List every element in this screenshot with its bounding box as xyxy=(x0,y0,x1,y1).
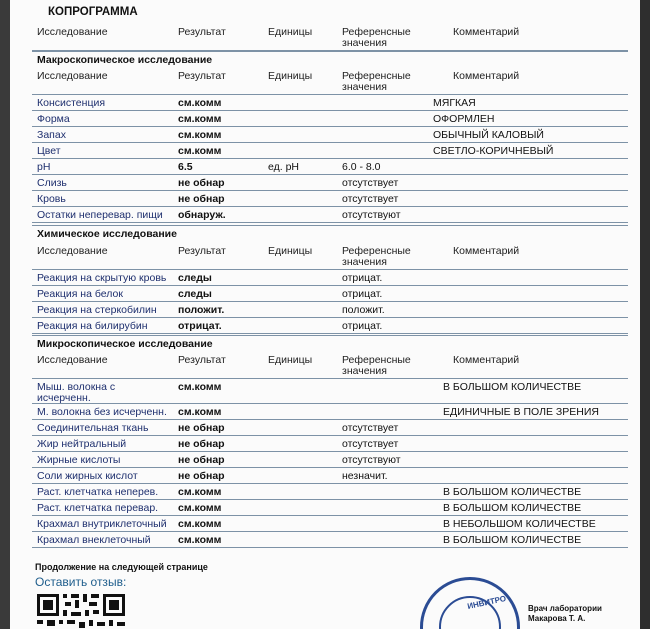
row-divider xyxy=(32,158,628,159)
row-name: Слизь xyxy=(37,177,67,189)
row-divider xyxy=(32,483,628,484)
section-header-comment: Комментарий xyxy=(453,245,520,257)
row-divider xyxy=(32,467,628,468)
section-divider xyxy=(32,51,628,52)
row-divider xyxy=(32,285,628,286)
section-header-comment: Комментарий xyxy=(453,354,520,366)
row-result: не обнар xyxy=(178,193,225,205)
row-result: следы xyxy=(178,272,212,284)
row-divider xyxy=(32,435,628,436)
row-result: 6.5 xyxy=(178,161,193,173)
row-ref: отсутствует xyxy=(342,438,399,450)
row-result: не обнар xyxy=(178,438,225,450)
row-ref: отсутствует xyxy=(342,193,399,205)
doctor-signature-block xyxy=(528,604,602,624)
row-name: Жирные кислоты xyxy=(37,454,121,466)
row-comment: В БОЛЬШОМ КОЛИЧЕСТВЕ xyxy=(443,502,582,514)
row-ref: отсутствуют xyxy=(342,209,401,221)
row-divider xyxy=(32,547,628,548)
section-header-ref: Референсные xyxy=(342,70,411,82)
section-header-units: Единицы xyxy=(268,245,313,257)
row-name: Крахмал внутриклеточный xyxy=(37,518,167,530)
section-header-result: Результат xyxy=(178,354,226,366)
row-divider xyxy=(32,190,628,191)
section-header-comment: Комментарий xyxy=(453,70,520,82)
row-result: положит. xyxy=(178,304,225,316)
section-header-result: Результат xyxy=(178,70,226,82)
lab-stamp-text: ИНВИТРО xyxy=(466,594,507,611)
row-comment: В БОЛЬШОМ КОЛИЧЕСТВЕ xyxy=(443,486,582,498)
row-name: Форма xyxy=(37,113,70,125)
row-name-cont: исчерченн. xyxy=(37,392,91,404)
row-name: Мыш. волокна с xyxy=(37,381,116,393)
row-comment: ОБЫЧНЫЙ КАЛОВЫЙ xyxy=(433,129,544,141)
row-divider xyxy=(32,419,628,420)
row-result: см.комм xyxy=(178,145,222,157)
section-divider xyxy=(32,335,628,336)
row-divider xyxy=(32,206,628,207)
row-result: не обнар xyxy=(178,422,225,434)
row-name: Реакция на стеркобилин xyxy=(37,304,157,316)
section-header-study: Исследование xyxy=(37,70,108,82)
report-title: КОПРОГРАММА xyxy=(48,6,138,18)
row-result: см.комм xyxy=(178,518,222,530)
main-header-comment: Комментарий xyxy=(453,26,520,38)
doctor-title: Врач лаборатории xyxy=(528,604,602,613)
main-header-ref: Референсные xyxy=(342,26,411,38)
row-ref: отсутствуют xyxy=(342,454,401,466)
section-header-result: Результат xyxy=(178,245,226,257)
row-divider xyxy=(32,110,628,111)
qr-code[interactable] xyxy=(35,592,127,629)
section-header-ref-2: значения xyxy=(342,256,387,268)
row-name: Жир нейтральный xyxy=(37,438,127,450)
main-header-units: Единицы xyxy=(268,26,313,38)
section-header-study: Исследование xyxy=(37,354,108,366)
row-comment: СВЕТЛО-КОРИЧНЕВЫЙ xyxy=(433,145,554,157)
row-name: Запах xyxy=(37,129,66,141)
row-ref: отрицат. xyxy=(342,320,383,332)
row-result: см.комм xyxy=(178,534,222,546)
row-divider xyxy=(32,451,628,452)
section-header-ref: Референсные xyxy=(342,354,411,366)
section-title: Микроскопическое исследование xyxy=(37,338,213,350)
row-divider xyxy=(32,531,628,532)
row-name: Остатки неперевар. пищи xyxy=(37,209,163,221)
row-result: см.комм xyxy=(178,406,222,418)
section-header-divider xyxy=(32,94,628,95)
main-header-result: Результат xyxy=(178,26,226,38)
row-name: Консистенция xyxy=(37,97,106,109)
row-result: см.комм xyxy=(178,129,222,141)
row-comment: В БОЛЬШОМ КОЛИЧЕСТВЕ xyxy=(443,534,582,546)
doctor-name: Макарова Т. А. xyxy=(528,614,586,623)
row-divider xyxy=(32,317,628,318)
row-result: не обнар xyxy=(178,454,225,466)
row-result: обнаруж. xyxy=(178,209,226,221)
row-ref: отрицат. xyxy=(342,272,383,284)
row-result: отрицат. xyxy=(178,320,222,332)
row-units: ед. pH xyxy=(268,161,299,173)
row-result: см.комм xyxy=(178,502,222,514)
section-title: Химическое исследование xyxy=(37,228,177,240)
row-divider xyxy=(32,403,628,404)
row-divider xyxy=(32,174,628,175)
row-comment: ОФОРМЛЕН xyxy=(433,113,495,125)
row-ref: отсутствует xyxy=(342,177,399,189)
row-ref: незначит. xyxy=(342,470,388,482)
row-divider xyxy=(32,301,628,302)
section-header-divider xyxy=(32,378,628,379)
row-result: не обнар xyxy=(178,470,225,482)
row-comment: МЯГКАЯ xyxy=(433,97,476,109)
section-divider xyxy=(32,225,628,226)
row-ref: положит. xyxy=(342,304,385,316)
row-name: Соли жирных кислот xyxy=(37,470,138,482)
section-header-study: Исследование xyxy=(37,245,108,257)
row-ref: отрицат. xyxy=(342,288,383,300)
row-divider xyxy=(32,515,628,516)
row-result: следы xyxy=(178,288,212,300)
section-header-units: Единицы xyxy=(268,70,313,82)
row-divider xyxy=(32,142,628,143)
page-edge xyxy=(640,0,650,629)
section-header-ref-2: значения xyxy=(342,365,387,377)
row-name: Соединительная ткань xyxy=(37,422,149,434)
row-result: см.комм xyxy=(178,381,222,393)
row-name: Кровь xyxy=(37,193,66,205)
lab-stamp xyxy=(420,577,520,629)
row-name: Реакция на билирубин xyxy=(37,320,148,332)
row-comment: В БОЛЬШОМ КОЛИЧЕСТВЕ xyxy=(443,381,582,393)
main-header-study: Исследование xyxy=(37,26,108,38)
row-ref: 6.0 - 8.0 xyxy=(342,161,381,173)
section-header-ref: Референсные xyxy=(342,245,411,257)
row-name: Цвет xyxy=(37,145,61,157)
row-name: pH xyxy=(37,161,51,173)
row-name: М. волокна без исчерченн. xyxy=(37,406,167,418)
row-divider xyxy=(32,333,628,334)
row-name: Реакция на белок xyxy=(37,288,123,300)
row-name: Крахмал внеклеточный xyxy=(37,534,151,546)
section-header-ref-2: значения xyxy=(342,81,387,93)
row-divider xyxy=(32,126,628,127)
row-name: Реакция на скрытую кровь xyxy=(37,272,167,284)
row-ref: отсутствует xyxy=(342,422,399,434)
row-divider xyxy=(32,499,628,500)
row-result: см.комм xyxy=(178,486,222,498)
section-header-divider xyxy=(32,269,628,270)
row-result: не обнар xyxy=(178,177,225,189)
row-result: см.комм xyxy=(178,97,222,109)
continued-note: Продолжение на следующей странице xyxy=(35,562,208,572)
section-title: Макроскопическое исследование xyxy=(37,54,213,66)
row-divider xyxy=(32,222,628,223)
report-page xyxy=(10,0,640,629)
row-name: Раст. клетчатка перевар. xyxy=(37,502,159,514)
row-result: см.комм xyxy=(178,113,222,125)
section-header-units: Единицы xyxy=(268,354,313,366)
main-header-ref-2: значения xyxy=(342,37,387,49)
review-link[interactable]: Оставить отзыв: xyxy=(35,575,127,589)
row-comment: В НЕБОЛЬШОМ КОЛИЧЕСТВЕ xyxy=(443,518,596,530)
row-name: Раст. клетчатка неперев. xyxy=(37,486,159,498)
row-comment: ЕДИНИЧНЫЕ В ПОЛЕ ЗРЕНИЯ xyxy=(443,406,599,418)
